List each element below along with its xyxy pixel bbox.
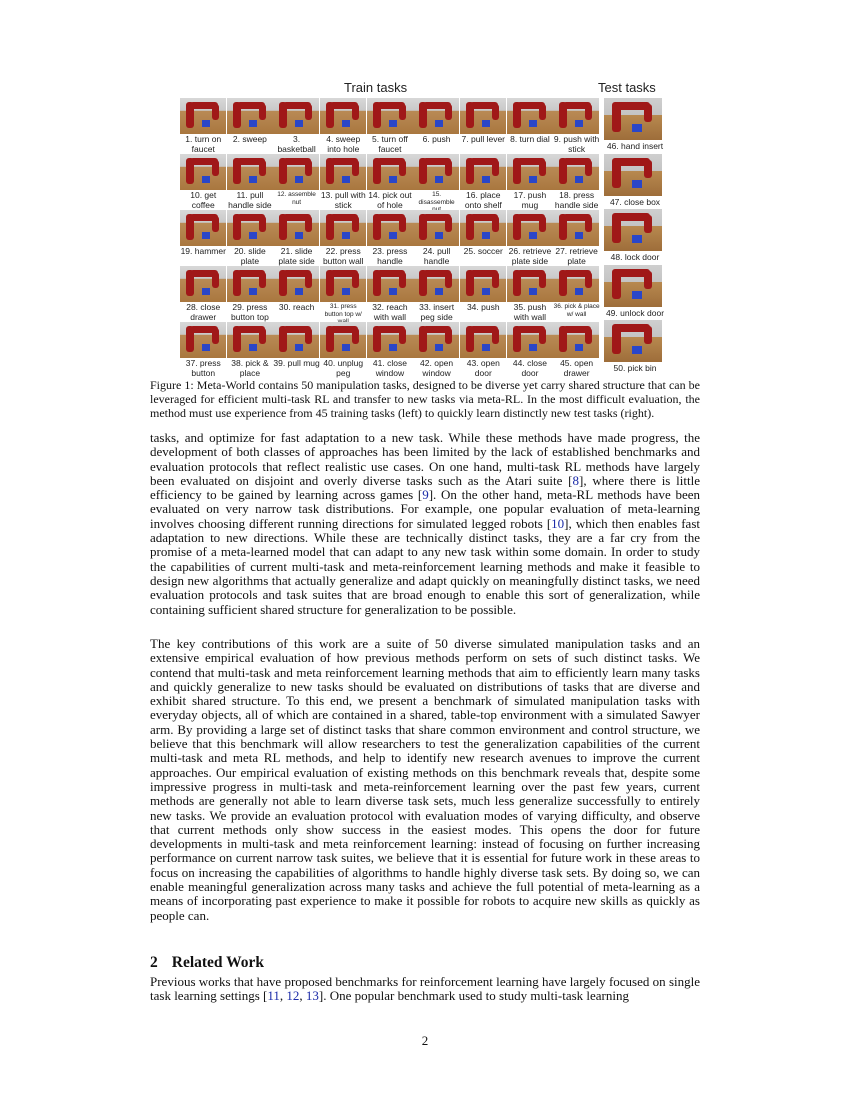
task-label: 14. pick out of hole [368,190,412,210]
text-span: ]. One popular benchmark used to study multi-task learning [318,988,629,1004]
robot-arm-image [413,322,459,358]
task-label: 11. pull handle side [228,190,272,210]
train-row [180,322,600,378]
robot-arm-image [460,322,506,358]
robot-arm-image [604,265,662,307]
task-label: 31. press button top w/ [324,303,362,318]
robot-arm-image [413,154,459,190]
task-label: 32. reach with wall [372,302,408,322]
task-label: 43. open door [466,358,500,378]
robot-arm-image [320,210,366,246]
task-thumbnail-cell [320,322,366,378]
robot-arm-image [507,98,553,134]
task-label: 6. push [422,134,451,144]
task-thumbnail-cell [227,154,273,210]
page-number: 2 [421,1033,429,1048]
task-label: 39. pull mug [273,358,320,368]
robot-arm-image [273,154,319,190]
test-task-cell [604,209,666,265]
citation-link[interactable]: 12 [286,988,300,1004]
task-thumbnail-cell [180,98,226,154]
robot-arm-image [273,210,319,246]
robot-arm-image [507,154,553,190]
paragraph-related-work [150,975,700,1004]
citation-link[interactable]: 10 [551,515,565,531]
train-task-grid [180,98,600,378]
robot-arm-image [413,98,459,134]
task-thumbnail-cell [413,322,459,378]
train-row [180,154,600,210]
task-label: 12. assemble nut [277,191,316,206]
task-thumbnail-cell [367,154,413,210]
text-span: ], which then enables fast adaptation to new directions. While these are technically distinct tasks, they are a far cry from the promise of a meta-learned model that can adapt to any new task within some domain. In order to study the capabilities of current multi-task and meta-reinforcement learning methods and make it feasible to design new algorithms that actually generalize and adapt quickly on meaningfully distinct tasks, we need evaluation protocols and task suites that are broad enough to enable this sort of generalization, while containing sufficient shared structure for generalization to be possible. [150,515,700,617]
task-thumbnail-cell [413,154,459,210]
task-thumbnail-cell [507,322,553,378]
robot-arm-image [413,210,459,246]
task-label: 44. close door [512,358,547,378]
task-thumbnail-cell [367,210,413,266]
task-label: 1. turn on faucet [185,134,222,154]
task-thumbnail-cell [460,154,506,210]
task-label: 22. press button wall [322,246,364,266]
task-label: 29. press button top [231,302,269,322]
task-label: 2. sweep [232,134,267,144]
text-span: tasks, and optimize for fast adaptation to a new task. While these methods have made progress, the development of both classes of approaches has been limited by the lack of established benchmarks and evaluation protocols that reflect realistic use cases. On one hand, multi-task RL methods have largely been evaluated on disjoint and overly diverse tasks such as the Atari suite [ [150,430,700,488]
task-thumbnail-cell [367,98,413,154]
robot-arm-image [227,322,273,358]
task-thumbnail-cell [460,322,506,378]
task-label: 18. press handle side [554,190,599,210]
task-thumbnail-cell [273,322,319,378]
text-span: , [279,988,287,1004]
task-thumbnail-cell [227,210,273,266]
task-label: 7. pull lever [461,134,505,144]
task-thumbnail-cell [180,210,226,266]
task-label: 47. close box [609,196,661,207]
robot-arm-image [367,154,413,190]
robot-arm-image [180,210,226,246]
task-thumbnail-cell [320,154,366,210]
task-thumbnail-cell [320,210,366,266]
task-label: 8. turn dial [510,134,550,144]
task-thumbnail-cell [273,98,319,154]
task-label: 10. get coffee [190,190,217,210]
robot-arm-image [604,98,662,140]
task-label: 21. slide plate side [278,246,315,266]
task-label: 15. disassemble [418,191,455,206]
task-label: 5. turn off faucet [372,134,408,154]
robot-arm-image [180,266,226,302]
task-label: 49. unlock door [605,307,665,318]
task-thumbnail-cell [273,154,319,210]
robot-arm-image [507,322,553,358]
task-label: 3. basketball [277,134,316,154]
task-label: 17. push mug [513,190,547,210]
task-label: 30. reach [278,302,315,312]
robot-arm-image [367,322,413,358]
robot-arm-image [604,209,662,251]
train-row [180,266,600,322]
text-span: , [299,988,306,1004]
task-label: 37. press button [185,358,221,378]
task-label: 35. push with wall [513,302,547,322]
task-thumbnail-cell [553,98,599,154]
task-label: 4. sweep into hole [326,134,361,154]
robot-arm-image [367,210,413,246]
robot-arm-image [604,320,662,362]
robot-arm-image [180,154,226,190]
citation-link[interactable]: 11 [267,988,280,1004]
task-thumbnail-cell [553,322,599,378]
task-thumbnail-cell [273,210,319,266]
task-thumbnail-cell [507,210,553,266]
robot-arm-image [460,154,506,190]
task-label: 50. pick bin [613,363,657,373]
test-task-cell [604,320,666,376]
task-label: 36. pick & place w/ wall [553,303,600,318]
train-tasks-title: Train tasks [344,80,408,95]
robot-arm-image [367,98,413,134]
task-label: 20. slide plate [234,246,266,266]
task-thumbnail-cell [413,210,459,266]
task-thumbnail-cell [413,98,459,154]
task-thumbnail-cell [460,266,506,322]
robot-arm-image [553,322,599,358]
robot-arm-image [553,210,599,246]
figure-caption: Figure 1: Meta-World contains 50 manipulation tasks, designed to be diverse yet carry shared structure that can be leveraged for efficient multi-task RL and transfer to new tasks via meta-RL. In the most difficult evaluation, the method must use experience from 45 training tasks (left) to quickly learn distinctly new test tasks (right). [150,378,700,421]
task-thumbnail-cell [367,266,413,322]
section-number: 2 [150,954,158,971]
task-label: 40. unplug peg [323,358,364,378]
task-label: 23. press handle [372,246,408,266]
robot-arm-image [460,210,506,246]
task-thumbnail-cell [460,98,506,154]
task-thumbnail-cell [413,266,459,322]
robot-arm-image [553,98,599,134]
robot-arm-image [320,322,366,358]
task-thumbnail-cell [367,322,413,378]
robot-arm-image [227,266,273,302]
task-label: 42. open window [420,358,454,378]
task-thumbnail-cell [553,266,599,322]
robot-arm-image [320,98,366,134]
task-label: 33. insert peg side [419,302,455,322]
citation-link[interactable]: 13 [305,988,319,1004]
task-thumbnail-cell [553,210,599,266]
train-row [180,210,600,266]
task-thumbnail-cell [507,98,553,154]
task-thumbnail-cell [180,154,226,210]
figure-1 [180,80,670,378]
task-thumbnail-cell [180,266,226,322]
task-label: 41. close window [372,358,407,378]
robot-arm-image [460,98,506,134]
robot-arm-image [180,98,226,134]
paragraph-intro [150,431,700,617]
test-task-cell [604,265,666,321]
test-task-cell [604,154,666,210]
robot-arm-image [320,266,366,302]
task-label: 16. place onto shelf [464,190,502,210]
citation-link[interactable]: 9 [422,487,429,503]
task-label: 24. pull handle [422,246,451,266]
task-thumbnail-cell [273,266,319,322]
robot-arm-image [507,266,553,302]
task-thumbnail-cell [320,266,366,322]
task-thumbnail-cell [507,154,553,210]
task-label: 46. hand insert [606,141,664,151]
robot-arm-image [227,210,273,246]
robot-arm-image [413,266,459,302]
task-thumbnail-cell [227,322,273,378]
task-label: 13. pull with stick [320,190,366,210]
robot-arm-image [320,154,366,190]
task-thumbnail-cell [507,266,553,322]
robot-arm-image [460,266,506,302]
task-thumbnail-cell [460,210,506,266]
task-thumbnail-cell [553,154,599,210]
robot-arm-image [604,154,662,196]
section-heading [150,954,264,972]
robot-arm-image [507,210,553,246]
task-thumbnail-cell [180,322,226,378]
task-thumbnail-cell [227,98,273,154]
task-label: 34. push [466,302,500,312]
task-label: 9. push with stick [553,134,600,154]
robot-arm-image [367,266,413,302]
text-span: ], where there is little efficiency to be gained by learning across games [ [150,472,700,503]
task-thumbnail-cell [227,266,273,322]
citation-link[interactable]: 8 [572,472,580,488]
robot-arm-image [273,322,319,358]
task-thumbnail-cell [320,98,366,154]
task-label: 27. retrieve plate [555,246,598,266]
test-task-grid [604,98,666,376]
robot-arm-image [553,154,599,190]
task-label: 28. close drawer [186,302,221,322]
test-task-cell [604,98,666,154]
text-span: Previous works that have proposed benchmarks for reinforcement learning have largely focused on single task learning settings [ [150,974,700,1004]
robot-arm-image [180,322,226,358]
train-row [180,98,600,154]
text-span: ]. On the other hand, meta-RL methods have been evaluated on very narrow task distributions. For example, one popular evaluation of meta-learning involves choosing different running directions for simulated legged robots [ [150,487,700,531]
task-label: 45. open drawer [560,358,594,378]
robot-arm-image [227,154,273,190]
test-tasks-title: Test tasks [598,80,656,95]
section-title: Related Work [171,954,265,971]
robot-arm-image [553,266,599,302]
robot-arm-image [273,266,319,302]
task-label: 19. hammer [180,246,226,256]
task-label: 38. pick & place [231,358,269,378]
robot-arm-image [273,98,319,134]
task-label: 25. soccer [463,246,503,256]
robot-arm-image [227,98,273,134]
paragraph-contributions: The key contributions of this work are a suite of 50 diverse simulated manipulation tasks and an extensive empirical evaluation of how previous methods perform on sets of such distinct tasks. We contend that multi-task and meta reinforcement learning methods that aim to efficiently learn many tasks and quickly generalize to new tasks should be evaluated on distributions of tasks that are diverse and exhibit shared structure. To this end, we present a benchmark of simulated manipulation tasks with everyday objects, all of which are contained in a shared, table-top environment with a simulated Sawyer arm. By providing a large set of distinct tasks that share common environment and control structure, we believe that this benchmark will allow researchers to test the generalization capabilities of the current multi-task and meta RL methods, and help to identify new research avenues to improve the current approaches. Our empirical evaluation of existing methods on this benchmark reveals that, despite some impressive progress in multi-task and meta-reinforcement learning over the past few years, current methods are generally not able to learn diverse task sets, much less generalize successfully to entirely new tasks. We provide an evaluation protocol with evaluation modes of varying difficulty, and observe that current methods only show success in the easiest modes. This opens the door for future developments in multi-task and meta reinforcement learning: instead of focusing on further increasing performance on current narrow task suites, we believe that it is essential for future work in these areas to focus on increasing the capabilities of algorithms to handle highly diverse task sets. By doing so, we can enable meaningful generalization across many tasks and achieve the full potential of meta-learning as a means of incorporating past experience to make it possible for robots to acquire new skills as quickly as people can. [150,636,700,923]
task-label: 48. lock door [610,252,660,262]
task-label: 26. retrieve plate side [508,246,552,266]
